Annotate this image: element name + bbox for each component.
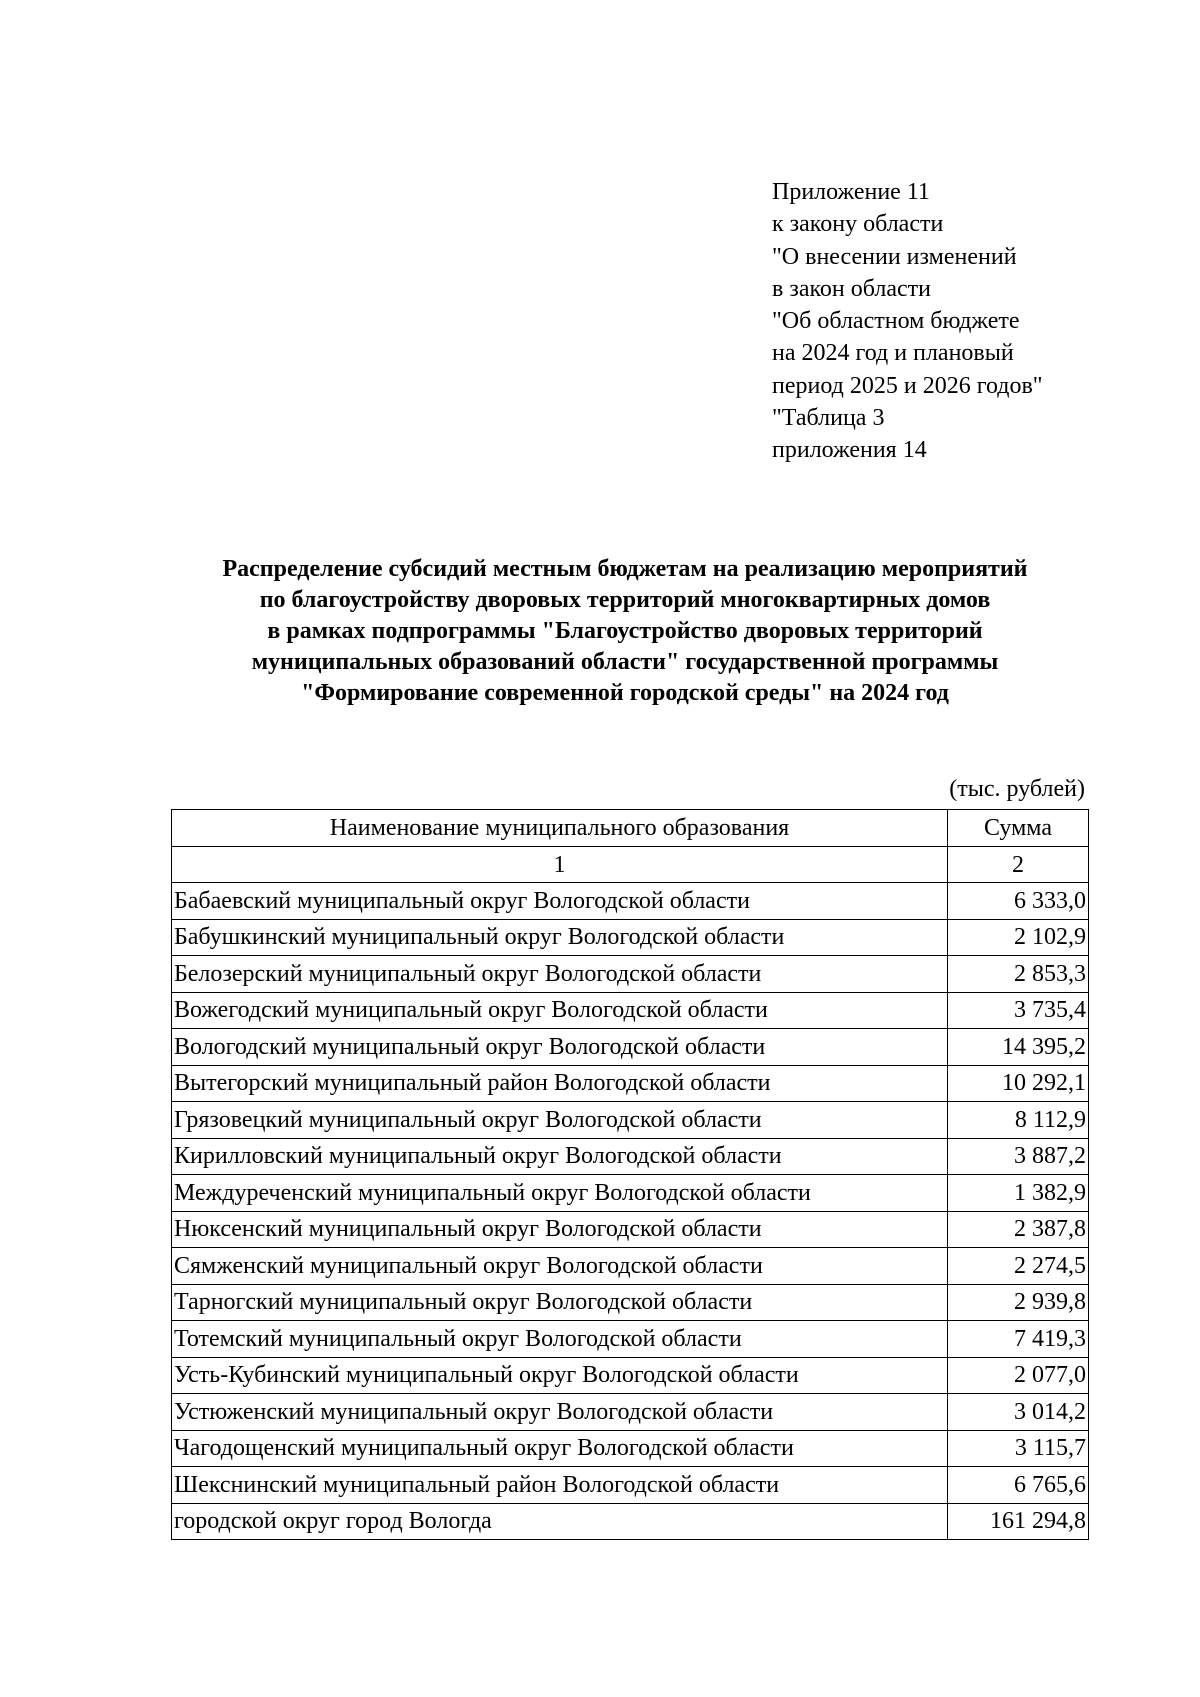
- units-label: (тыс. рублей): [949, 776, 1085, 802]
- header-name: Наименование муниципального образования: [172, 810, 948, 847]
- column-number: 2: [948, 847, 1089, 883]
- subsidy-amount: 3 115,7: [948, 1430, 1089, 1467]
- title-line: Распределение субсидий местным бюджетам на реализацию мероприятий: [222, 556, 1028, 582]
- table-row: [172, 1467, 1089, 1504]
- table-row: [172, 956, 1089, 993]
- subsidy-amount: 2 102,9: [948, 919, 1089, 956]
- subsidy-amount: 161 294,8: [948, 1503, 1089, 1540]
- municipality-name: Шекснинский муниципальный район Вологодской области: [172, 1467, 948, 1504]
- column-number-row: [172, 847, 1089, 883]
- municipality-name: Грязовецкий муниципальный округ Вологодской области: [172, 1102, 948, 1139]
- municipality-name: Усть-Кубинский муниципальный округ Вологодской области: [172, 1357, 948, 1394]
- subsidy-amount: 6 765,6: [948, 1467, 1089, 1504]
- table-row: [172, 1065, 1089, 1102]
- table-row: [172, 1357, 1089, 1394]
- subsidy-amount: 8 112,9: [948, 1102, 1089, 1139]
- subsidy-amount: 2 387,8: [948, 1211, 1089, 1248]
- title-line: по благоустройству дворовых территорий многоквартирных домов: [259, 587, 991, 613]
- appendix-line: Приложение 11: [772, 179, 930, 205]
- municipality-name: Чагодощенский муниципальный округ Вологодской области: [172, 1430, 948, 1467]
- subsidy-amount: 2 939,8: [948, 1284, 1089, 1321]
- table-row: [172, 1284, 1089, 1321]
- table-row: [172, 1503, 1089, 1540]
- appendix-line: к закону области: [772, 211, 944, 238]
- subsidy-amount: 2 853,3: [948, 956, 1089, 993]
- appendix-line: "Об областном бюджете: [772, 308, 1020, 335]
- table-header-row: [172, 810, 1089, 847]
- appendix-line: приложения 14: [772, 437, 927, 464]
- subsidy-amount: 2 077,0: [948, 1357, 1089, 1394]
- header-amount: Сумма: [948, 810, 1089, 847]
- municipality-name: Тотемский муниципальный округ Вологодской области: [172, 1321, 948, 1358]
- municipality-name: Сямженский муниципальный округ Вологодской области: [172, 1248, 948, 1285]
- table-row: [172, 883, 1089, 920]
- municipality-name: Вытегорский муниципальный район Вологодской области: [172, 1065, 948, 1102]
- municipality-name: Междуреченский муниципальный округ Вологодской области: [172, 1175, 948, 1212]
- subsidy-amount: 1 382,9: [948, 1175, 1089, 1212]
- appendix-line: период 2025 и 2026 годов": [772, 372, 1043, 399]
- table-row: [172, 919, 1089, 956]
- subsidy-amount: 10 292,1: [948, 1065, 1089, 1102]
- subsidy-amount: 14 395,2: [948, 1029, 1089, 1066]
- municipality-name: Белозерский муниципальный округ Вологодской области: [172, 956, 948, 993]
- table-row: [172, 1321, 1089, 1358]
- appendix-reference: [772, 176, 1043, 467]
- subsidy-amount: 3 014,2: [948, 1394, 1089, 1431]
- municipality-name: Нюксенский муниципальный округ Вологодской области: [172, 1211, 948, 1248]
- appendix-line: в закон области: [772, 275, 931, 302]
- subsidy-amount: 6 333,0: [948, 883, 1089, 920]
- column-number: 1: [172, 847, 948, 883]
- document-title: [160, 554, 1090, 709]
- table-row: [172, 1102, 1089, 1139]
- subsidy-table: [171, 809, 1089, 1540]
- municipality-name: городской округ город Вологда: [172, 1503, 948, 1540]
- municipality-name: Бабаевский муниципальный округ Вологодской области: [172, 883, 948, 920]
- appendix-line: "О внесении изменений: [772, 243, 1017, 270]
- table-row: [172, 1138, 1089, 1175]
- title-line: "Формирование современной городской среды" на 2024 год: [301, 680, 949, 706]
- appendix-line: "Таблица 3: [772, 405, 885, 432]
- table-row: [172, 992, 1089, 1029]
- municipality-name: Кирилловский муниципальный округ Вологодской области: [172, 1138, 948, 1175]
- table-row: [172, 1394, 1089, 1431]
- subsidy-amount: 7 419,3: [948, 1321, 1089, 1358]
- table-row: [172, 1029, 1089, 1066]
- municipality-name: Вологодский муниципальный округ Вологодской области: [172, 1029, 948, 1066]
- municipality-name: Вожегодский муниципальный округ Вологодской области: [172, 992, 948, 1029]
- title-line: муниципальных образований области" государственной программы: [251, 649, 999, 675]
- municipality-name: Бабушкинский муниципальный округ Вологодской области: [172, 919, 948, 956]
- table-row: [172, 1175, 1089, 1212]
- table-row: [172, 1211, 1089, 1248]
- appendix-line: на 2024 год и плановый: [772, 340, 1014, 367]
- table-row: [172, 1430, 1089, 1467]
- title-line: в рамках подпрограммы "Благоустройство дворовых территорий: [267, 618, 983, 644]
- subsidy-amount: 3 887,2: [948, 1138, 1089, 1175]
- subsidy-amount: 2 274,5: [948, 1248, 1089, 1285]
- table-row: [172, 1248, 1089, 1285]
- subsidy-amount: 3 735,4: [948, 992, 1089, 1029]
- municipality-name: Устюженский муниципальный округ Вологодской области: [172, 1394, 948, 1431]
- municipality-name: Тарногский муниципальный округ Вологодской области: [172, 1284, 948, 1321]
